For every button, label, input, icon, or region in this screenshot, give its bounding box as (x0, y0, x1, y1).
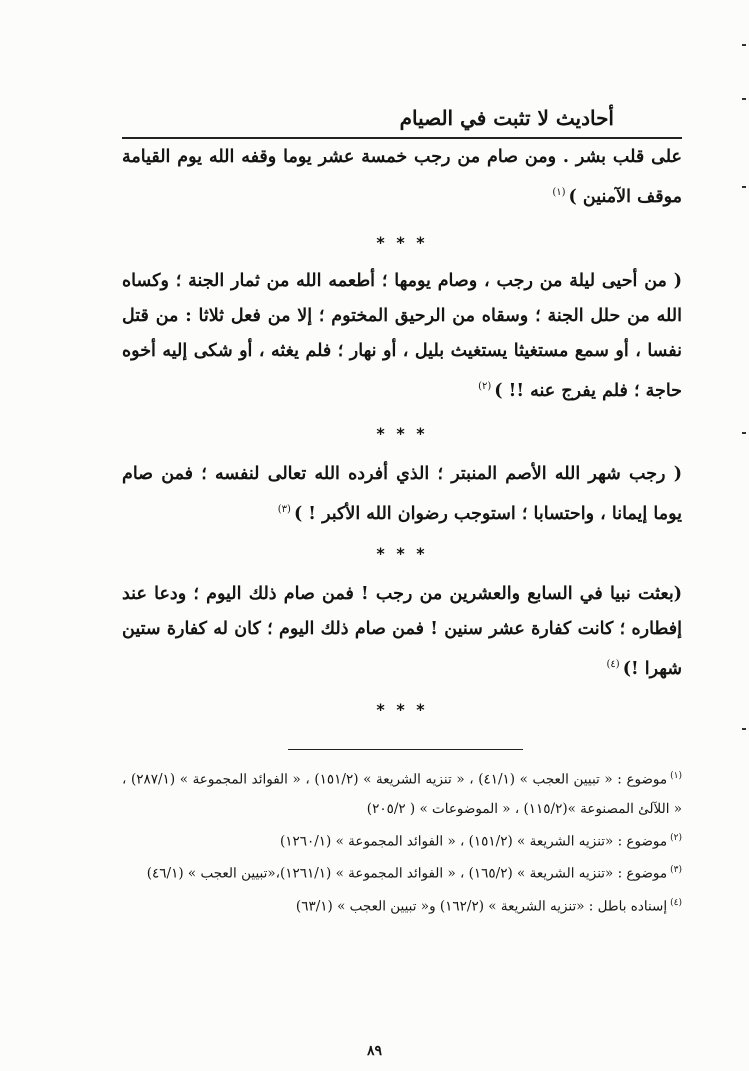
page-header-title: أحاديث لا تثبت في الصيام (399, 106, 614, 130)
footnote-ref-2: (٢) (478, 380, 492, 392)
paragraph-3 (122, 457, 682, 532)
paragraph-4-text: (بعثت نبيا في السابع والعشرين من رجب ! فمن صام ذلك اليوم ؛ ودعا عند إفطاره ؛ كانت كفارة عشر سنين ! فمن صام ذلك اليوم ؛ كان له كفارة ستين شهرا !) (122, 584, 682, 680)
footnote-text: إسناده باطل : «تنزيه الشريعة » (١٦٢/٢) و« تبيين العجب » (٦٣/١) (295, 898, 668, 914)
footnote-3 (122, 856, 682, 889)
footnote-2 (122, 824, 682, 857)
scan-edge-mark (742, 432, 746, 434)
main-text (122, 140, 682, 727)
paragraph-1 (122, 140, 682, 215)
scan-edge-mark (742, 728, 746, 730)
footnote-number: (١) (670, 771, 683, 781)
footnote-1 (122, 762, 682, 824)
footnote-number: (٢) (670, 832, 682, 843)
scan-edge-mark (742, 98, 746, 100)
header-divider (122, 137, 682, 139)
footnote-ref-3: (٣) (277, 503, 291, 515)
section-separator: * * * (376, 700, 428, 720)
section-separator: * * * (376, 423, 428, 443)
paragraph-1-text: على قلب بشر . ومن صام من رجب خمسة عشر يوما وقفه الله يوم القيامة موقف الآمنين ) (122, 147, 682, 207)
footnotes (122, 762, 682, 921)
footnote-ref-1: (١) (552, 187, 566, 198)
paragraph-3-text: ( رجب شهر الله الأصم المنبتر ؛ الذي أفرده الله تعالى لنفسه ؛ فمن صام يوما إيمانا ، واحتسابا ؛ استوجب رضوان الله الأكبر ! ) (122, 463, 682, 524)
footnote-ref-4: (٤) (606, 659, 620, 671)
section-separator: * * * (376, 232, 428, 252)
paragraph-2-text: ( من أحيى ليلة من رجب ، وصام يومها ؛ أطعمه الله من ثمار الجنة ؛ وكساه الله من حلل الجنة ؛ وسقاه من الرحيق المختوم ؛ إلا من فعل ثلاثا : من قتل نفسا ، أو سمع مستغيثا يستغيث بليل ، أو نهار ؛ فلم يغثه ، أو شكى إليه أخوه حاجة ؛ فلم يفرج عنه !! ) (122, 270, 682, 401)
scan-edge-mark (742, 186, 746, 188)
paragraph-4 (122, 577, 682, 687)
footnote-text: موضوع : «تنزيه الشريعة » (١٦٥/٢) ، « الفوائد المجموعة » (١٢٦١/١)،«تبيين العجب » (٤٦/١) (146, 865, 668, 882)
footnote-number: (٣) (670, 865, 682, 875)
paragraph-2 (122, 264, 682, 409)
footnote-4 (122, 889, 682, 922)
footnote-text: موضوع : « تبيين العجب » (٤١/١) ، « تنزيه الشريعة » (١٥١/٢) ، « الفوائد المجموعة » (٢٨٧/١) ، « اللآلئ المصنوعة »(١١٥/٢) ، « الموضوعات » ( ٢٠٥/٢) (122, 771, 682, 817)
scan-edge-mark (742, 44, 746, 46)
footnote-text: موضوع : «تنزيه الشريعة » (١٥١/٢) ، « الفوائد المجموعة » (١٢٦٠/١) (279, 833, 668, 849)
footnote-divider (288, 749, 523, 750)
page-number: ٨٩ (366, 1043, 383, 1059)
section-separator: * * * (376, 544, 428, 564)
footnote-number: (٤) (670, 897, 682, 908)
